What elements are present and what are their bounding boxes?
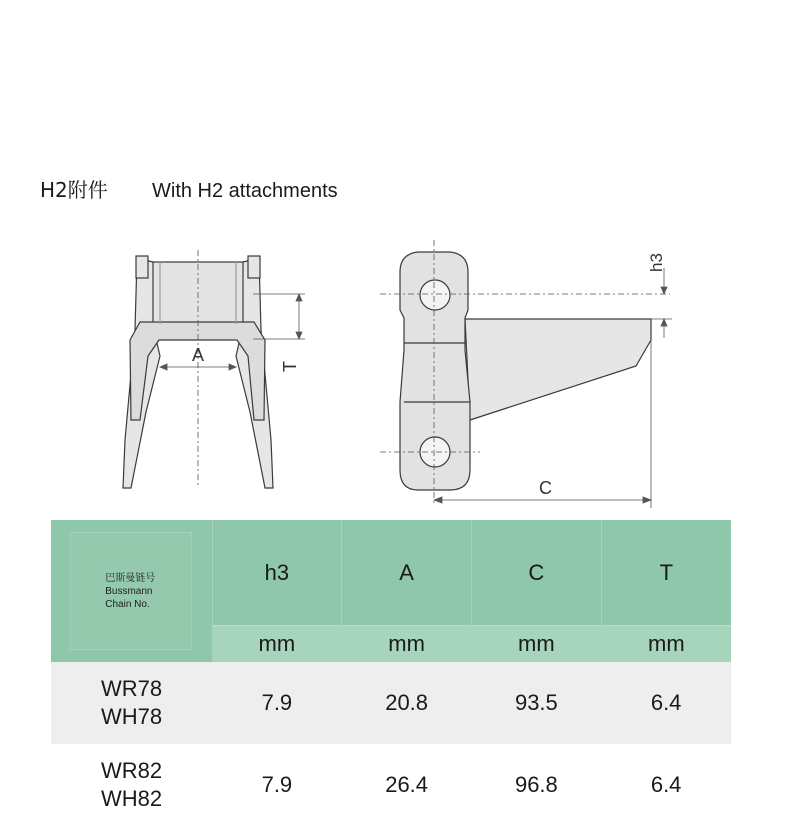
value-h3: 7.9 xyxy=(212,662,342,744)
chain-number-header xyxy=(51,520,212,662)
value-C: 96.8 xyxy=(472,744,602,826)
value-A: 20.8 xyxy=(342,662,472,744)
attachment-drawings xyxy=(0,230,800,520)
chain-model-cell xyxy=(51,744,212,826)
value-A: 26.4 xyxy=(342,744,472,826)
value-h3: 7.9 xyxy=(212,744,342,826)
chain-model-secondary: WH78 xyxy=(100,704,163,729)
value-T: 6.4 xyxy=(601,744,731,826)
chain-header-chinese: 巴斯曼链号 xyxy=(105,572,156,584)
table-row xyxy=(51,662,731,744)
section-heading xyxy=(40,174,338,203)
table-row xyxy=(51,744,731,826)
chain-model-primary: WR82 xyxy=(100,758,163,783)
column-header-h3: h3 xyxy=(212,520,342,626)
column-header-T: T xyxy=(601,520,731,626)
chain-model-secondary: WH82 xyxy=(100,786,163,811)
unit-h3: mm xyxy=(212,626,342,663)
unit-A: mm xyxy=(342,626,472,663)
column-header-A: A xyxy=(342,520,472,626)
dimension-label-T: T xyxy=(280,361,300,372)
chain-header-brand: Bussmann xyxy=(105,585,153,597)
dimensions-table xyxy=(51,520,731,826)
chain-model-cell xyxy=(51,662,212,744)
heading-chinese: H2附件 xyxy=(40,178,108,202)
dimension-label-C: C xyxy=(539,478,552,498)
chain-model-primary: WR78 xyxy=(100,676,163,701)
column-header-C: C xyxy=(472,520,602,626)
heading-english: With H2 attachments xyxy=(152,180,338,202)
dimension-label-h3: h3 xyxy=(647,253,666,272)
unit-C: mm xyxy=(472,626,602,663)
side-view-drawing xyxy=(400,252,651,490)
dimension-label-A: A xyxy=(192,345,205,365)
value-C: 93.5 xyxy=(472,662,602,744)
table-header-row xyxy=(51,520,731,626)
unit-T: mm xyxy=(601,626,731,663)
chain-header-label: Chain No. xyxy=(105,598,150,610)
value-T: 6.4 xyxy=(601,662,731,744)
